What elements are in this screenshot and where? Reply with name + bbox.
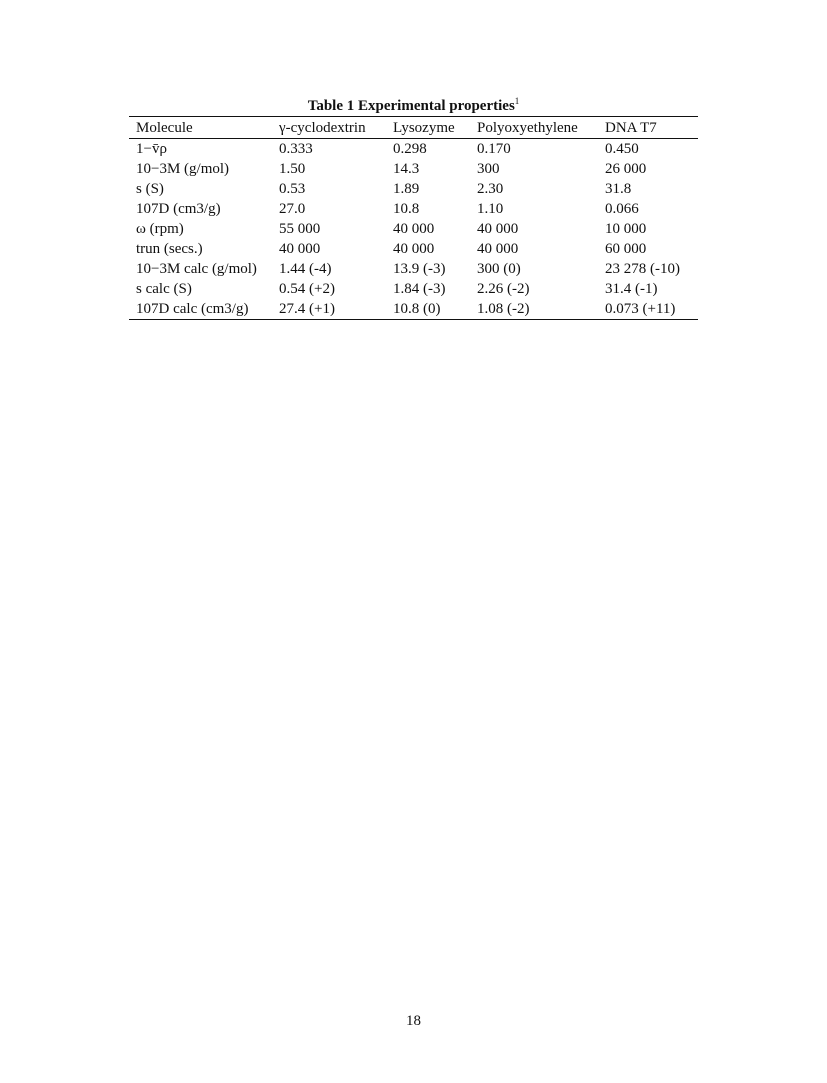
table-row — [129, 139, 698, 160]
table-cell: 31.4 (-1) — [605, 281, 658, 297]
table-cell: 27.4 (+1) — [279, 301, 335, 317]
page-number: 18 — [406, 1013, 421, 1029]
row-label-sedimentation: s (S) — [136, 181, 164, 197]
table-cell: 0.450 — [605, 141, 639, 157]
table-cell: 300 (0) — [477, 261, 521, 277]
row-label-molar-mass: 10−3M (g/mol) — [136, 161, 230, 177]
row-label-rotor-speed: ω (rpm) — [136, 221, 184, 237]
properties-table — [129, 116, 698, 320]
header-polyoxyethylene: Polyoxyethylene — [477, 119, 578, 136]
header-lysozyme: Lysozyme — [393, 119, 455, 136]
header-dna-t7: DNA T7 — [605, 119, 657, 136]
table-row — [129, 219, 698, 239]
table-cell: 26 000 — [605, 161, 647, 177]
table-caption-footnote: 1 — [514, 96, 520, 106]
table-cell: 31.8 — [605, 181, 632, 197]
row-label-diffusion-calc: 107D calc (cm3/g) — [136, 301, 249, 317]
table-cell: 0.333 — [279, 141, 313, 157]
table-cell: 1.10 — [477, 201, 504, 217]
table-cell: 10 000 — [605, 221, 647, 237]
table-cell: 10.8 (0) — [393, 301, 441, 317]
table-row — [129, 279, 698, 299]
table-cell: 0.066 — [605, 201, 639, 217]
table-cell: 27.0 — [279, 201, 306, 217]
table-cell: 0.53 — [279, 181, 306, 197]
table-cell: 40 000 — [477, 241, 519, 257]
header-cyclodextrin: γ-cyclodextrin — [279, 119, 366, 136]
table-cell: 23 278 (-10) — [605, 261, 680, 277]
table-row — [129, 199, 698, 219]
table-cell: 2.30 — [477, 181, 504, 197]
table-cell: 60 000 — [605, 241, 647, 257]
table-cell: 40 000 — [477, 221, 519, 237]
table-cell: 2.26 (-2) — [477, 281, 530, 297]
row-label-run-time: trun (secs.) — [136, 241, 203, 257]
table-row — [129, 179, 698, 199]
table-cell: 10.8 — [393, 201, 420, 217]
table-cell: 1.50 — [279, 161, 306, 177]
table-cell: 1.84 (-3) — [393, 281, 446, 297]
properties-table-block — [129, 96, 698, 320]
table-cell: 0.170 — [477, 141, 511, 157]
header-molecule: Molecule — [136, 119, 193, 136]
table-cell: 0.54 (+2) — [279, 281, 335, 297]
table-cell: 13.9 (-3) — [393, 261, 446, 277]
row-label-diffusion: 107D (cm3/g) — [136, 201, 221, 217]
table-cell: 40 000 — [279, 241, 321, 257]
table-caption-text: Table 1 Experimental properties — [307, 98, 515, 114]
table-row — [129, 239, 698, 259]
table-row — [129, 299, 698, 320]
table-caption — [129, 96, 698, 116]
row-label-partial-specific-volume: 1−v̄ρ — [136, 141, 167, 157]
table-cell: 55 000 — [279, 221, 321, 237]
table-cell: 0.073 (+11) — [605, 301, 676, 317]
table-cell: 300 — [477, 161, 500, 177]
table-row — [129, 159, 698, 179]
table-header-row — [129, 117, 698, 139]
table-row — [129, 259, 698, 279]
table-cell: 40 000 — [393, 221, 435, 237]
row-label-molar-mass-calc: 10−3M calc (g/mol) — [136, 261, 257, 277]
table-cell: 40 000 — [393, 241, 435, 257]
table-cell: 14.3 — [393, 161, 420, 177]
table-cell: 1.08 (-2) — [477, 301, 530, 317]
row-label-sedimentation-calc: s calc (S) — [136, 281, 192, 297]
table-cell: 1.44 (-4) — [279, 261, 332, 277]
table-cell: 0.298 — [393, 141, 427, 157]
table-cell: 1.89 — [393, 181, 420, 197]
